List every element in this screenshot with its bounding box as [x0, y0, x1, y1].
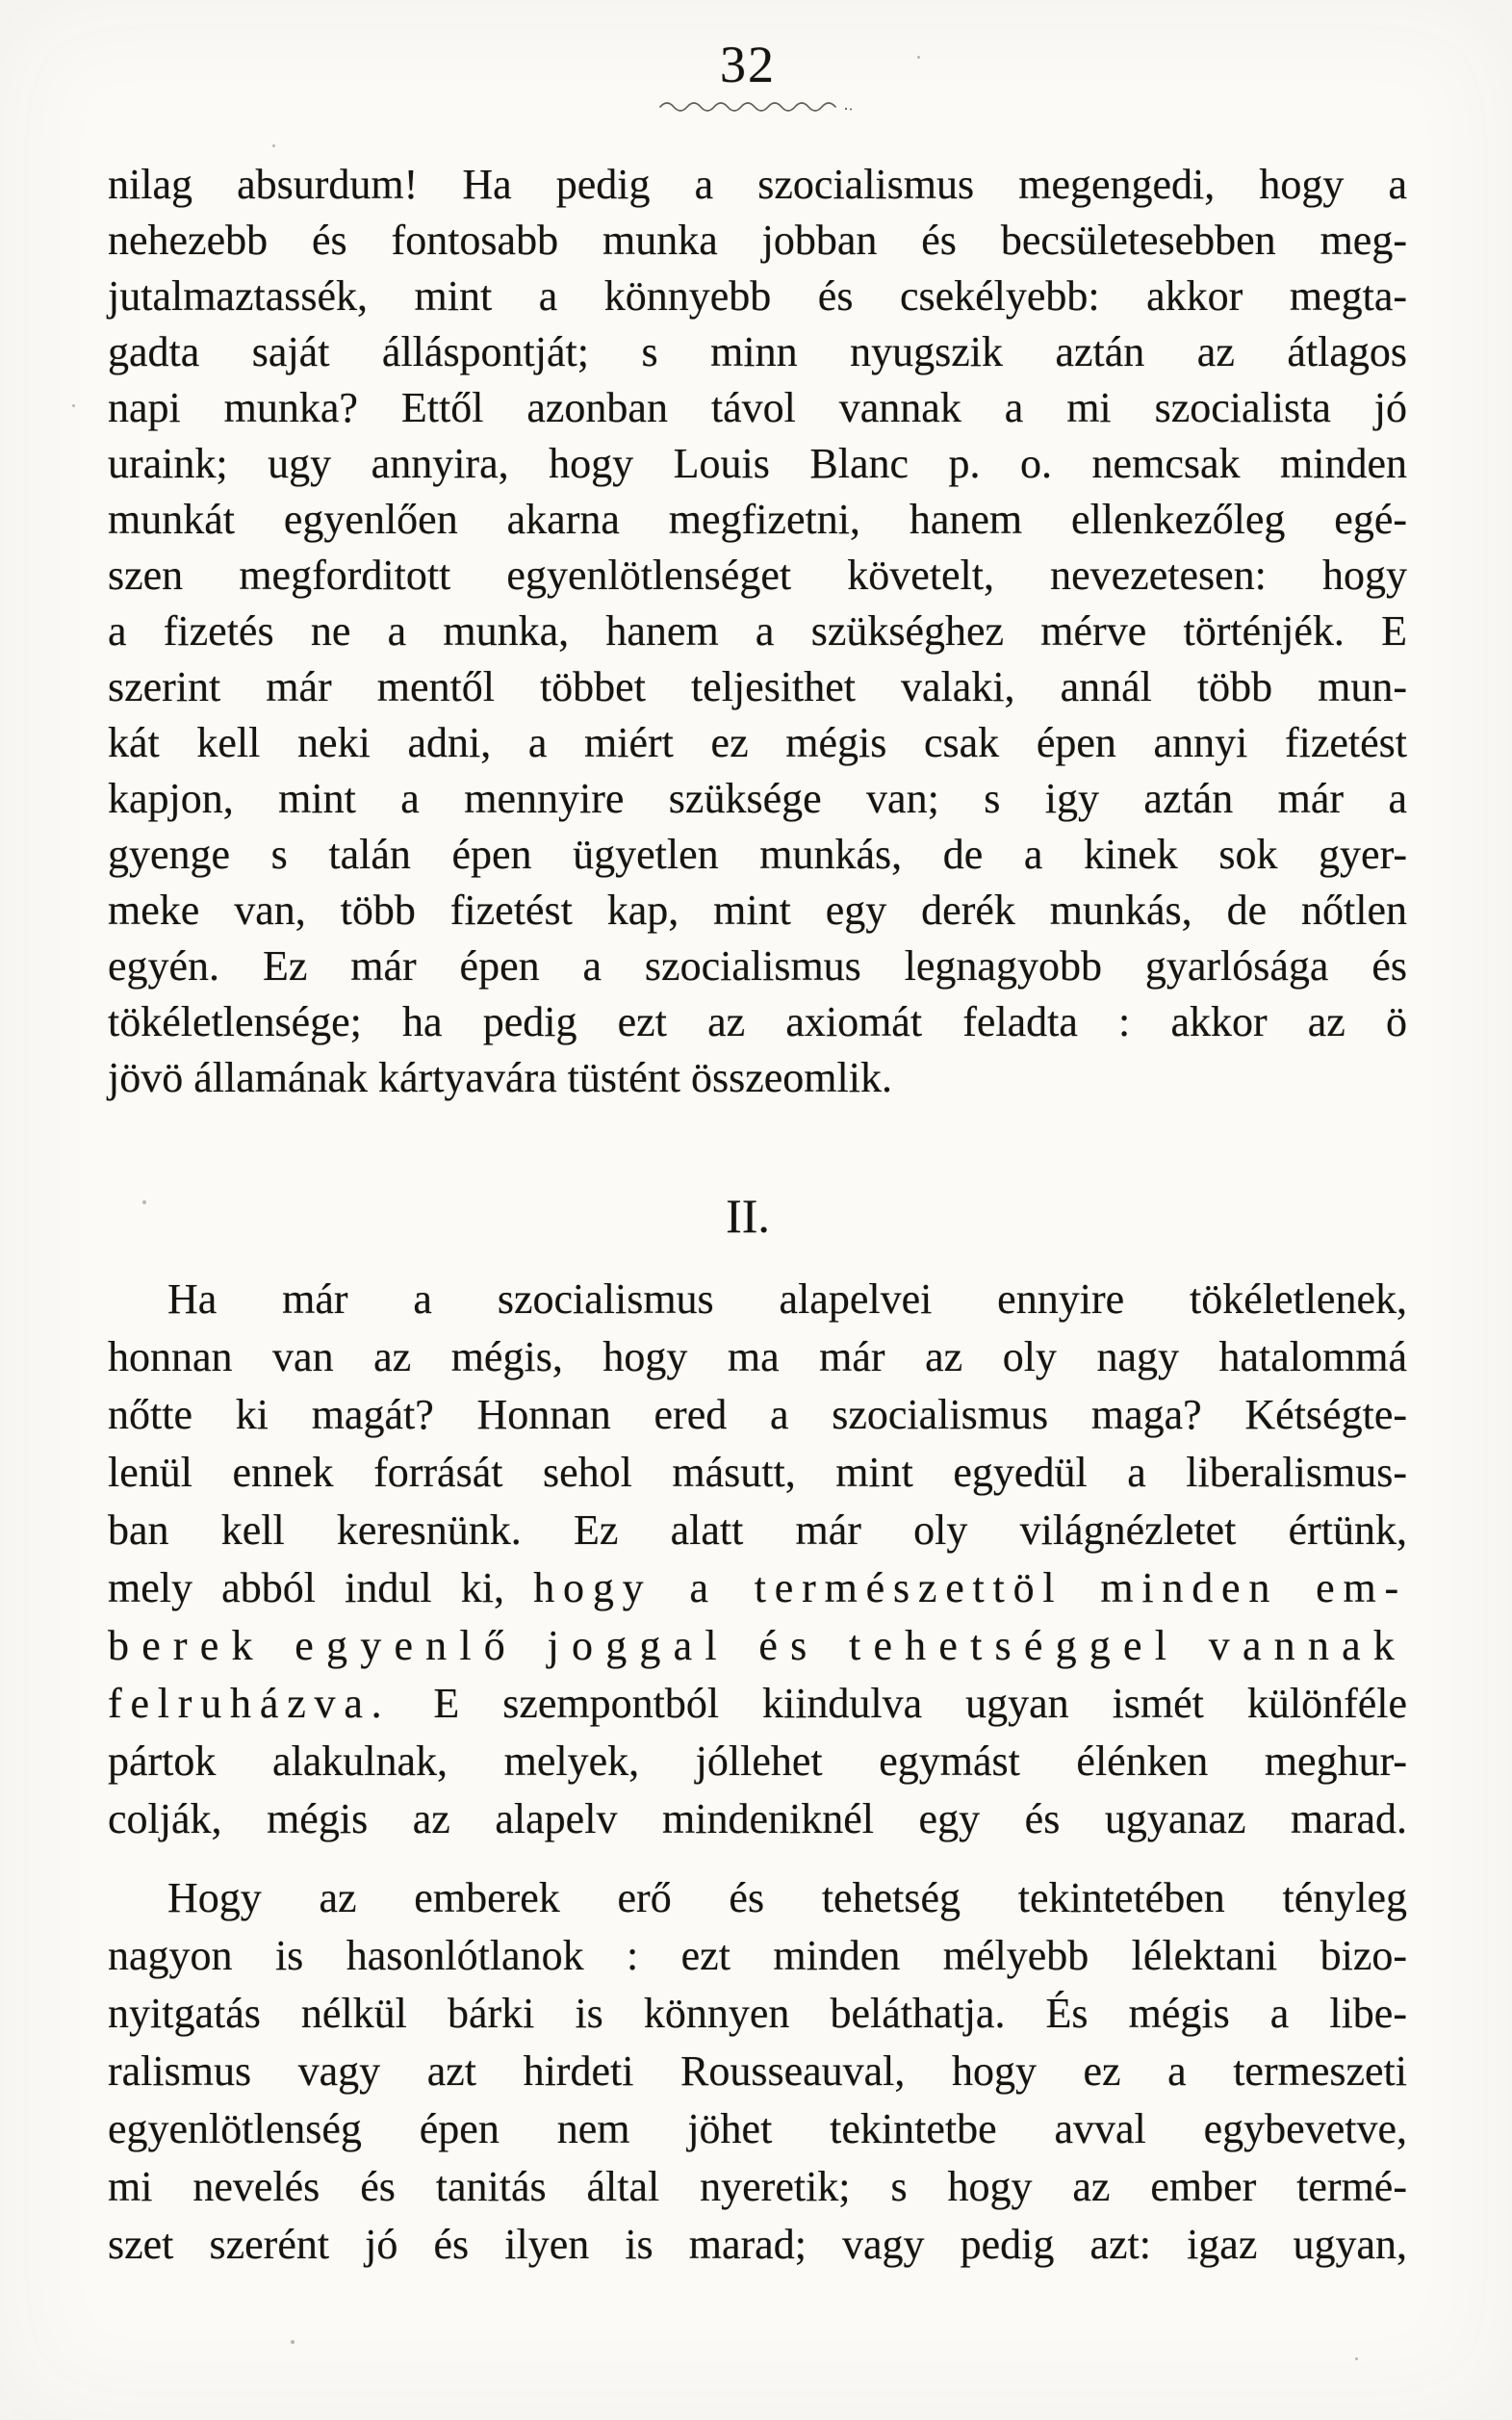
text-line: jutalmaztassék, mint a könnyebb és csekélyebb: akkor megta-	[108, 272, 1407, 320]
text-segment-spaced: berek egyenlő joggal és tehetséggel vannak	[108, 1622, 1407, 1669]
text-line: nőtte ki magát? Honnan ered a szocialismus maga? Kétségte-	[108, 1391, 1407, 1438]
text-line: munkát egyenlően akarna megfizetni, hanem ellenkezőleg egé-	[108, 496, 1407, 543]
text-line: gadta saját álláspontját; s minn nyugszik aztán az átlagos	[108, 328, 1407, 375]
text-line-letterspaced	[108, 1559, 1407, 1617]
text-line-letterspaced	[108, 1617, 1407, 1675]
text-line: kát kell neki adni, a miért ez mégis csak épen annyi fizetést	[108, 719, 1407, 766]
text-line: mi nevelés és tanitás által nyeretik; s hogy az ember termé-	[108, 2163, 1407, 2210]
text-line: uraink; ugy annyira, hogy Louis Blanc p. o. nemcsak minden	[108, 440, 1407, 487]
text-line: a fizetés ne a munka, hanem a szükséghez mérve történjék. E	[108, 607, 1407, 655]
page-number: 32	[720, 36, 776, 93]
text-line: tökéletlensége; ha pedig ezt az axiomát feladta : akkor az ö	[108, 998, 1407, 1045]
text-line: nehezebb és fontosabb munka jobban és becsületesebben meg-	[108, 217, 1407, 264]
section-heading: II.	[726, 1189, 770, 1243]
paragraph-1	[108, 157, 1407, 1106]
text-line: ralismus vagy azt hirdeti Rousseauval, hogy ez a termeszeti	[108, 2047, 1407, 2095]
text-line: jövö államának kártyavára tüstént összeomlik.	[108, 1054, 892, 1101]
paragraph-2	[108, 1271, 1407, 1848]
scan-speck	[1355, 2357, 1358, 2360]
text-line: nyitgatás nélkül bárki is könnyen beláthatja. És mégis a libe-	[108, 1990, 1407, 2037]
text-line: nagyon is hasonlótlanok : ezt minden mélyebb lélektani bizo-	[108, 1932, 1407, 1979]
wavy-underline-ornament	[657, 97, 855, 115]
text-line-letterspaced	[108, 1675, 1407, 1733]
scan-speck	[272, 144, 275, 147]
text-segment-spaced: felruházva.	[108, 1680, 391, 1727]
text-segment-spaced: hogy a természettöl minden em-	[533, 1564, 1407, 1611]
paragraph-3	[108, 1869, 1407, 2274]
scan-speck	[142, 1200, 146, 1204]
text-segment: mely abból indul ki,	[108, 1564, 534, 1611]
scan-speck	[917, 56, 920, 59]
text-line: ban kell keresnünk. Ez alatt már oly világnézletet értünk,	[108, 1506, 1407, 1554]
text-line: Hogy az emberek erő és tehetség tekintetében tényleg	[167, 1874, 1407, 1921]
text-line: pártok alakulnak, melyek, jóllehet egymást élénken meghur-	[108, 1738, 1407, 1785]
text-line: kapjon, mint a mennyire szüksége van; s igy aztán már a	[108, 775, 1407, 822]
text-line: szerint már mentől többet teljesithet valaki, annál több mun-	[108, 663, 1407, 710]
scan-speck	[291, 2340, 295, 2344]
text-line: colják, mégis az alapelv mindeniknél egy és ugyanaz marad.	[108, 1795, 1407, 1842]
text-line: szen megforditott egyenlötlenséget követelt, nevezetesen: hogy	[108, 552, 1407, 599]
text-line: egyenlötlenség épen nem jöhet tekintetbe avval egybevetve,	[108, 2105, 1407, 2152]
text-line: nilag absurdum! Ha pedig a szocialismus megengedi, hogy a	[108, 161, 1407, 208]
text-line: Ha már a szocialismus alapelvei ennyire tökéletlenek,	[167, 1275, 1407, 1323]
text-line: egyén. Ez már épen a szocialismus legnagyobb gyarlósága és	[108, 942, 1407, 990]
text-line: szet szerént jó és ilyen is marad; vagy pedig azt: igaz ugyan,	[108, 2221, 1407, 2268]
scan-speck	[72, 404, 75, 407]
text-segment: E szempontból kiindulva ugyan ismét különféle	[390, 1680, 1407, 1727]
text-line: napi munka? Ettől azonban távol vannak a mi szocialista jó	[108, 384, 1407, 431]
text-line: honnan van az mégis, hogy ma már az oly nagy hatalommá	[108, 1333, 1407, 1380]
text-line: meke van, több fizetést kap, mint egy derék munkás, de nőtlen	[108, 887, 1407, 934]
text-line: lenül ennek forrását sehol másutt, mint egyedül a liberalismus-	[108, 1449, 1407, 1496]
text-line: gyenge s talán épen ügyetlen munkás, de a kinek sok gyer-	[108, 831, 1407, 878]
